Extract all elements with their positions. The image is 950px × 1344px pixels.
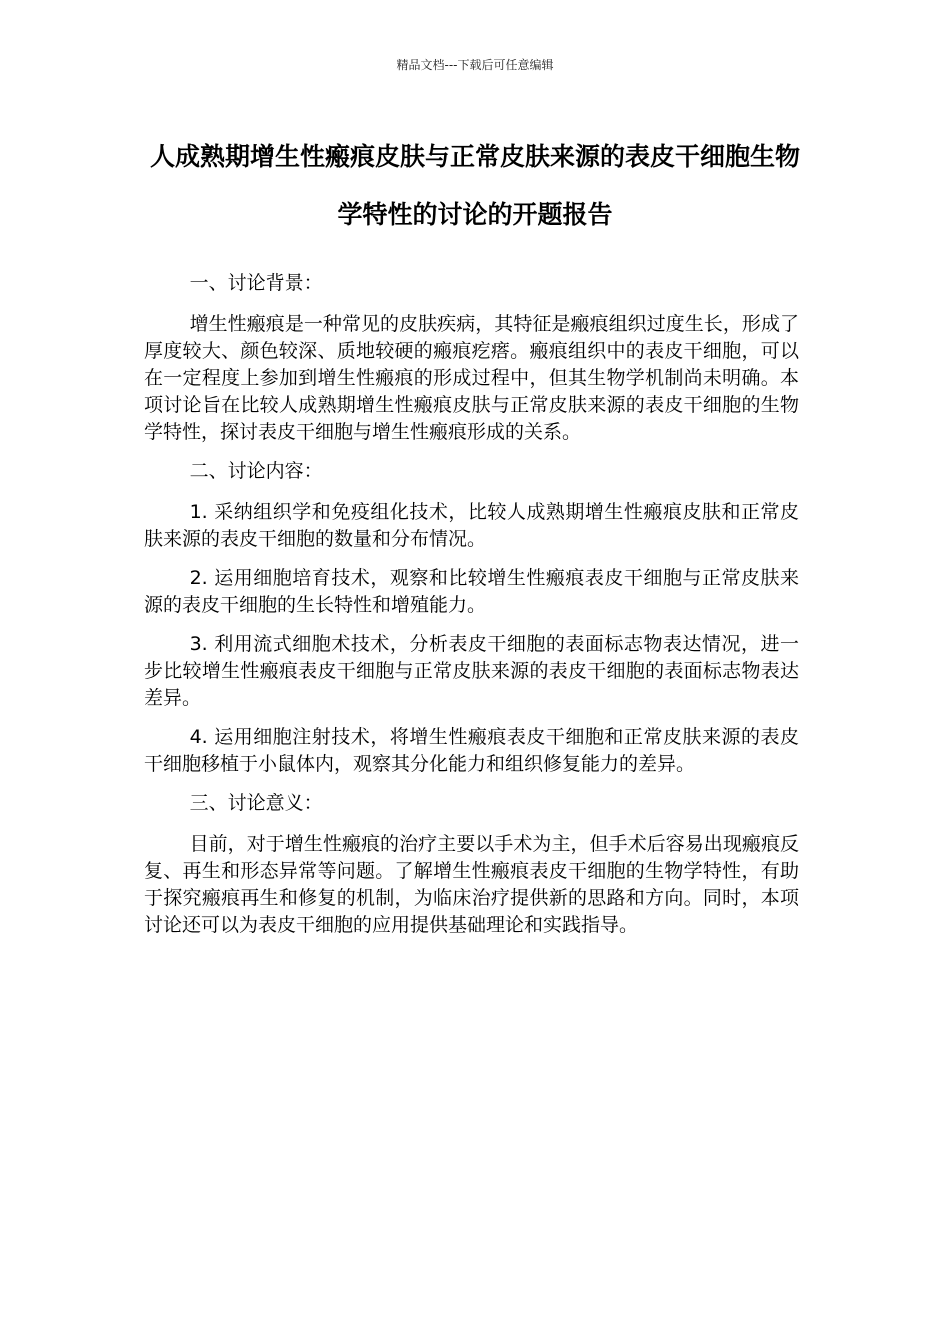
section-heading: 二、讨论内容： — [189, 460, 323, 482]
section-significance — [144, 790, 799, 939]
document-body — [144, 270, 799, 951]
list-item: 3. 利用流式细胞术技术，分析表皮干细胞的表面标志物表达情况，进一步比较增生性瘢痕表皮干细胞与正常皮肤来源的表皮干细胞的表面标志物表达差异。 — [144, 633, 799, 709]
section-heading: 一、讨论背景： — [189, 272, 323, 294]
document-title: 人成熟期增生性瘢痕皮肤与正常皮肤来源的表皮干细胞生物学特性的讨论的开题报告 — [149, 142, 800, 229]
section-content — [144, 458, 799, 778]
list-item: 2. 运用细胞培育技术，观察和比较增生性瘢痕表皮干细胞与正常皮肤来源的表皮干细胞的生长特性和增殖能力。 — [144, 567, 799, 616]
paragraph: 目前，对于增生性瘢痕的治疗主要以手术为主，但手术后容易出现瘢痕反复、再生和形态异常等问题。了解增生性瘢痕表皮干细胞的生物学特性，有助于探究瘢痕再生和修复的机制，为临床治疗提供新的思路和方向。同时，本项讨论还可以为表皮干细胞的应用提供基础理论和实践指导。 — [144, 833, 799, 936]
list-item: 1. 采纳组织学和免疫组化技术，比较人成熟期增生性瘢痕皮肤和正常皮肤来源的表皮干细胞的数量和分布情况。 — [144, 501, 799, 550]
page-header-watermark: 精品文档---下载后可任意编辑 — [396, 58, 554, 72]
list-item: 4. 运用细胞注射技术，将增生性瘢痕表皮干细胞和正常皮肤来源的表皮干细胞移植于小鼠体内，观察其分化能力和组织修复能力的差异。 — [144, 726, 799, 775]
paragraph: 增生性瘢痕是一种常见的皮肤疾病，其特征是瘢痕组织过度生长，形成了厚度较大、颜色较深、质地较硬的瘢痕疙瘩。瘢痕组织中的表皮干细胞，可以在一定程度上参加到增生性瘢痕的形成过程中，但其生物学机制尚未明确。本项讨论旨在比较人成熟期增生性瘢痕皮肤与正常皮肤来源的表皮干细胞的生物学特性，探讨表皮干细胞与增生性瘢痕形成的关系。 — [144, 313, 799, 443]
section-background — [144, 270, 799, 446]
section-heading: 三、讨论意义： — [189, 792, 323, 814]
